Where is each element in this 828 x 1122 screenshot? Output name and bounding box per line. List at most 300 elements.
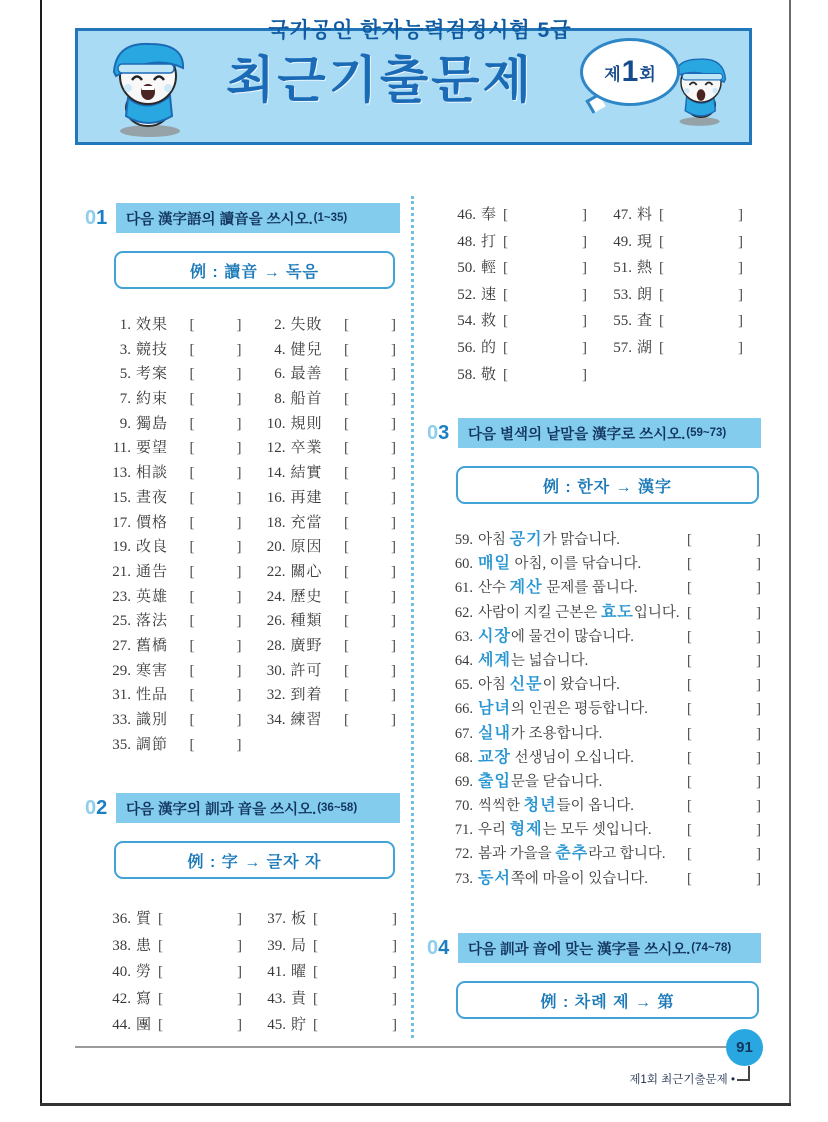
question-hanja: 練習 [290,712,323,728]
answer-blank [503,287,587,304]
bracket-open: [ [503,233,509,250]
bracket-close: ] [391,366,396,383]
answer-blank [503,234,587,251]
bracket-open: [ [189,539,195,556]
question-row [258,1013,397,1040]
bracket-close: ] [392,964,398,981]
question-hanja: 打 [481,233,498,250]
sentence-row [443,695,761,719]
answer-blank [503,260,587,277]
highlighted-word: 출입 [478,772,511,790]
bracket-close: ] [237,937,243,954]
bracket-close: ] [236,588,242,605]
bracket-close: ] [756,628,761,645]
bracket-close: ] [756,749,761,766]
exam-subtitle: 국가공인 한자능력검정시험 5급 [268,19,572,42]
question-hanja: 舊橋 [136,637,169,654]
bracket-close: ] [236,637,242,654]
question-number: 58. [457,366,476,383]
highlighted-word: 남녀 [478,700,511,718]
exam-title: 최근기출문제 [226,52,534,108]
question-number: 28. [266,637,286,654]
bracket-open: [ [344,514,349,531]
answer-blank [659,234,743,251]
answer-blank [687,605,761,622]
bracket-open: [ [687,677,692,694]
question-hanja: 晝夜 [136,489,169,506]
answer-blank [190,465,242,482]
sentence-text: 우리 형제는 모두 셋입니다. [478,821,652,839]
question-row [258,609,397,634]
sentence-row [443,816,761,840]
question-row [258,560,397,585]
answer-blank [503,367,587,384]
bracket-close: ] [738,233,744,250]
question-number: 56. [457,339,476,356]
bracket-open: [ [687,604,692,621]
question-number: 71. [454,822,473,839]
question-number: 44. [112,1017,131,1034]
question-hanja: 現 [637,233,654,250]
answer-blank [158,964,242,981]
question-number: 54. [457,313,476,330]
answer-blank [313,911,397,928]
question-hanja: 勞 [136,964,153,981]
answer-blank [687,750,761,767]
answer-blank [313,991,397,1008]
answer-blank [659,260,743,277]
question-row [258,387,397,412]
bracket-open: [ [687,749,692,766]
answer-blank [344,687,396,704]
answer-blank [687,653,761,670]
answer-blank [313,964,397,981]
question-hanja: 團 [136,1017,153,1034]
sentence-row [443,768,761,792]
question-hanja: 識別 [136,712,169,728]
bracket-close: ] [236,317,242,333]
section-03-example: 例 : 한자 → 漢字 [456,466,759,504]
question-hanja: 救 [481,313,498,330]
question-row [448,256,588,283]
bracket-close: ] [756,798,761,815]
question-number: 8. [274,391,286,408]
question-number: 34. [266,712,286,728]
question-number: 30. [266,662,286,679]
question-row [103,634,242,659]
sentence-row [443,744,761,768]
question-row [448,203,588,230]
sentence-text: 씩씩한 청년들이 옵니다. [478,797,634,815]
answer-blank [687,556,761,573]
answer-blank [190,539,242,556]
question-row [604,283,744,310]
question-row [258,683,397,708]
question-row [448,309,588,336]
bracket-open: [ [659,286,665,303]
question-hanja: 關心 [290,563,323,580]
question-number: 36. [112,911,131,927]
bracket-close: ] [391,539,396,556]
question-number: 11. [112,440,131,457]
question-hanja: 約束 [136,391,169,408]
answer-blank [190,317,242,334]
bracket-open: [ [313,990,319,1007]
bracket-open: [ [344,637,349,654]
question-hanja: 效果 [136,317,169,333]
question-hanja: 寒害 [136,662,169,679]
question-number: 45. [267,1017,287,1034]
section-03-number: 03 [427,422,450,444]
highlighted-word: 시장 [478,627,511,645]
bracket-open: [ [659,313,665,330]
question-number: 7. [119,391,131,408]
answer-blank [190,564,242,581]
question-row [258,960,397,987]
bracket-open: [ [344,613,349,630]
question-row [103,960,242,987]
answer-blank [158,911,242,928]
question-number: 25. [112,613,131,630]
question-number: 59. [454,532,473,548]
sentence-row [443,599,761,623]
bracket-open: [ [158,1017,164,1034]
question-number: 29. [112,662,131,679]
bracket-open: [ [687,652,692,669]
question-row [258,659,397,684]
bracket-close: ] [391,465,396,482]
bracket-open: [ [189,736,195,753]
bracket-open: [ [344,662,349,679]
question-number: 52. [457,286,476,303]
question-number: 18. [266,514,286,531]
question-number: 35. [112,736,131,753]
bracket-close: ] [391,662,396,679]
bracket-close: ] [236,539,242,556]
bracket-close: ] [756,532,761,548]
question-hanja: 原因 [290,539,323,556]
question-hanja: 通告 [136,563,169,580]
bracket-open: [ [189,514,195,531]
bracket-close: ] [236,563,242,580]
sentence-list-59-73 [443,526,761,889]
bracket-close: ] [756,580,761,597]
bracket-close: ] [582,233,588,250]
question-number: 66. [454,701,473,718]
sentence-row [443,526,761,550]
bracket-close: ] [236,440,242,457]
bracket-open: [ [503,286,509,303]
question-hanja: 湖 [637,339,654,356]
bracket-close: ] [236,662,242,679]
question-row [604,203,744,230]
bracket-close: ] [582,260,588,277]
bracket-close: ] [391,588,396,605]
answer-blank [687,677,761,694]
bracket-close: ] [236,613,242,630]
answer-blank [503,207,587,224]
question-number: 53. [613,286,632,303]
question-hanja: 結實 [290,465,323,482]
bracket-open: [ [344,465,349,482]
bracket-open: [ [344,563,349,580]
page-border-bottom [40,1103,791,1106]
bracket-close: ] [738,207,744,223]
bracket-open: [ [189,489,195,506]
bracket-close: ] [391,317,396,333]
question-number: 65. [454,677,473,694]
answer-blank [344,613,396,630]
bracket-close: ] [392,1017,398,1034]
answer-blank [659,207,743,224]
answer-blank [659,313,743,330]
question-number: 69. [454,773,473,790]
question-list-1-35 [103,313,396,757]
question-row [604,256,744,283]
question-number: 21. [112,563,131,580]
highlighted-word: 매일 [478,555,511,573]
question-number: 24. [266,588,286,605]
bracket-open: [ [687,773,692,790]
question-number: 60. [454,556,473,573]
bracket-close: ] [236,341,242,358]
question-hanja: 健兒 [290,341,323,358]
bracket-open: [ [189,687,195,704]
bracket-open: [ [503,260,509,277]
footer-caption: 제1회 최근기출문제 • [629,1074,735,1086]
bracket-close: ] [391,613,396,630]
sentence-row [443,550,761,574]
answer-blank [313,1017,397,1034]
question-hanja: 輕 [481,260,498,277]
bracket-close: ] [756,556,761,573]
question-number: 37. [267,911,287,927]
question-hanja: 寫 [136,990,153,1007]
bracket-open: [ [687,798,692,815]
bracket-close: ] [237,911,243,927]
question-row [103,338,242,363]
answer-blank [344,465,396,482]
question-number: 17. [112,514,131,531]
question-number: 62. [454,604,473,621]
question-row [448,363,588,390]
highlighted-word: 실내 [478,724,511,742]
bracket-close: ] [391,712,396,728]
question-row [103,683,242,708]
sentence-row [443,840,761,864]
question-row [103,987,242,1014]
question-row [604,309,744,336]
bracket-open: [ [503,207,509,223]
bracket-open: [ [687,822,692,839]
question-hanja: 到着 [290,687,323,704]
answer-blank [687,871,761,888]
question-row [103,659,242,684]
sentence-text: 산수 계산 문제를 풉니다. [478,579,638,597]
bracket-close: ] [582,339,588,356]
question-hanja: 料 [637,207,654,223]
bracket-close: ] [392,937,398,954]
bracket-close: ] [582,207,588,223]
answer-blank [190,687,242,704]
question-hanja: 最善 [290,366,323,383]
bracket-open: [ [687,870,692,887]
bracket-close: ] [236,415,242,432]
bracket-close: ] [236,712,242,728]
bracket-close: ] [391,563,396,580]
bracket-open: [ [344,391,349,408]
question-row [103,436,242,461]
question-number: 57. [613,339,632,356]
answer-blank [344,391,396,408]
question-number: 49. [613,233,632,250]
section-02-example: 例 : 字 → 글자 자 [114,841,395,879]
bracket-close: ] [391,637,396,654]
question-hanja: 熱 [637,260,654,277]
question-hanja: 再建 [290,489,323,506]
bracket-open: [ [344,489,349,506]
question-number: 43. [267,990,287,1007]
bracket-close: ] [391,489,396,506]
answer-blank [344,317,396,334]
question-row [103,387,242,412]
question-number: 9. [119,415,131,432]
question-number: 47. [613,207,632,223]
question-number: 40. [112,964,131,981]
answer-blank [190,663,242,680]
section-04-heading: 다음 訓과 音에 맞는 漢字를 쓰시오. (74~78) [458,933,761,963]
question-row [103,486,242,511]
section-01-example: 例 : 讀音 → 독음 [114,251,395,289]
bracket-open: [ [687,846,692,863]
question-hanja: 朗 [637,286,654,303]
question-row [258,436,397,461]
question-number: 61. [454,580,473,597]
answer-blank [190,366,242,383]
page-border-right [789,0,791,1106]
answer-blank [344,440,396,457]
question-row [103,362,242,387]
answer-blank [687,726,761,743]
question-number: 46. [457,207,476,223]
footer-connector-line [737,1066,750,1081]
page-number: 91 [736,1039,753,1056]
question-row [258,338,397,363]
sentence-row [443,792,761,816]
bracket-close: ] [236,366,242,383]
answer-blank [313,938,397,955]
question-row [103,535,242,560]
question-number: 42. [112,990,131,1007]
sentence-text: 시장에 물건이 많습니다. [478,627,634,645]
bracket-close: ] [756,701,761,718]
answer-blank [659,340,743,357]
answer-blank [344,539,396,556]
answer-blank [687,774,761,791]
bracket-open: [ [344,539,349,556]
answer-blank [659,287,743,304]
bracket-close: ] [391,341,396,358]
question-hanja: 相談 [136,465,169,482]
question-hanja: 種類 [290,613,323,630]
bracket-open: [ [659,233,665,250]
bracket-open: [ [503,366,509,383]
question-number: 38. [112,937,131,954]
bracket-open: [ [189,440,195,457]
question-number: 2. [274,317,286,333]
section-02-number: 02 [85,797,108,819]
question-row [258,934,397,961]
bracket-open: [ [687,532,692,548]
bracket-open: [ [189,465,195,482]
page-border-left [40,0,42,1106]
question-hanja: 失敗 [290,317,323,333]
question-number: 14. [266,465,286,482]
question-row [103,1013,242,1040]
question-hanja: 敬 [481,366,498,383]
question-number: 67. [454,725,473,742]
bracket-close: ] [582,366,588,383]
question-row [258,907,397,934]
bracket-close: ] [756,846,761,863]
question-row [103,733,242,758]
sentence-row [443,720,761,744]
bracket-close: ] [392,990,398,1007]
bracket-close: ] [237,1017,243,1034]
footer-rule [75,1046,728,1048]
highlighted-word: 공기 [509,531,543,548]
answer-blank [687,798,761,815]
section-02-heading: 다음 漢字의 訓과 音을 쓰시오. (36~58) [116,793,400,823]
bracket-close: ] [391,440,396,457]
question-hanja: 調節 [136,736,169,753]
answer-blank [687,580,761,597]
question-row [258,634,397,659]
bracket-close: ] [236,736,242,753]
question-hanja: 質 [136,911,153,927]
bracket-open: [ [687,628,692,645]
bracket-open: [ [344,366,349,383]
question-row [103,934,242,961]
answer-blank [190,613,242,630]
answer-blank [344,416,396,433]
bracket-open: [ [659,207,665,223]
section-01-number: 01 [85,207,108,229]
question-hanja: 責 [291,990,308,1007]
bracket-open: [ [344,712,349,728]
bracket-open: [ [687,701,692,718]
question-hanja: 充當 [290,514,323,531]
question-number: 48. [457,233,476,250]
bracket-close: ] [236,391,242,408]
bracket-close: ] [582,286,588,303]
question-row [448,230,588,257]
answer-blank [687,846,761,863]
question-number: 10. [266,415,286,432]
question-hanja: 局 [291,937,308,954]
question-number: 13. [112,465,131,482]
bracket-open: [ [158,937,164,954]
question-row [103,708,242,733]
answer-blank [344,712,396,729]
bracket-open: [ [344,687,349,704]
question-number: 31. [112,687,131,704]
bracket-close: ] [392,911,398,927]
question-number: 16. [266,489,286,506]
sentence-text: 남녀의 인권은 평등합니다. [478,700,648,718]
sentence-text: 출입문을 닫습니다. [478,772,603,790]
bracket-open: [ [313,937,319,954]
